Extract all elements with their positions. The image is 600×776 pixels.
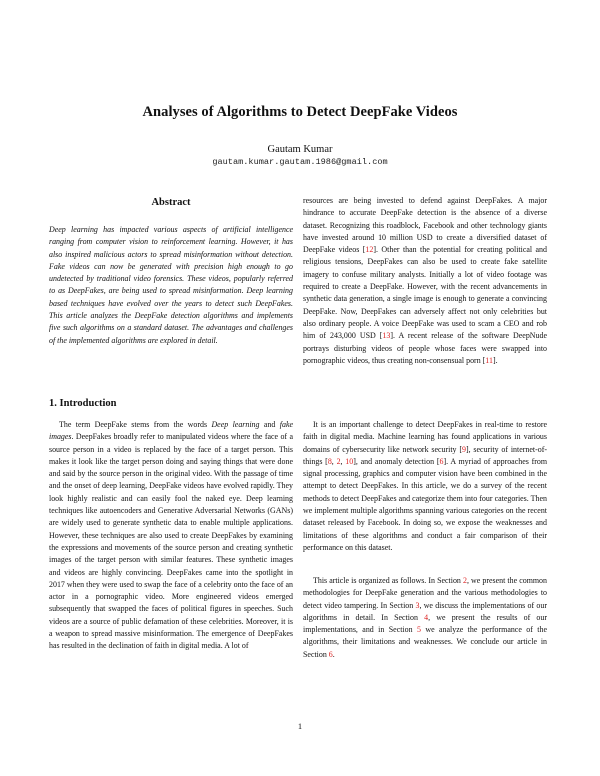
body-text: This article is organized as follows. In Section [313, 576, 463, 585]
section-link[interactable]: 5 [416, 625, 421, 635]
section-link[interactable]: 3 [415, 600, 420, 610]
body-text: ], and anomaly detection [ [353, 456, 440, 466]
introduction-paragraph [49, 419, 293, 653]
body-text: we analyze the performance of the algorithms, their limitations and weaknesses. We conclude our article in Section [303, 625, 547, 659]
section-link[interactable]: 4 [424, 612, 429, 622]
right-paragraph-1 [303, 195, 547, 367]
body-text: , we present the common methodologies for DeepFake generation and the various methodologies to detect video tampering. In Section [303, 576, 547, 610]
citation-link[interactable]: 2 [336, 456, 341, 466]
page-number: 1 [297, 721, 303, 731]
citation-link[interactable]: 8 [327, 456, 332, 466]
body-text: ]. Other than the potential for creating political and religious tensions, DeepFakes can also be used to create fake satellite imagery to confuse military analysts. Initially a lot of video footage was required to create a DeepFake. However, with the recent advancements in synthetic data generation, a single image is enough to generate a convincing DeepFake. Now, DeepFakes can adversely affect not only celebrities but also ordinary people. A voice DeepFake was used to scam a CEO and rob him of 243,000 USD [ [303, 245, 547, 341]
paper-title: Analyses of Algorithms to Detect DeepFake Videos [142, 104, 458, 120]
body-text: , we discuss the implementations of our algorithms in detail. In Section [303, 600, 547, 622]
abstract-heading: Abstract [151, 197, 191, 208]
citation-link[interactable]: 11 [485, 355, 493, 365]
right-paragraph-3 [303, 575, 547, 661]
right-paragraph-2 [303, 419, 547, 554]
intro-text: and [259, 420, 280, 429]
intro-text: The term DeepFake stems from the words [59, 420, 212, 429]
body-text: ]. [492, 355, 498, 365]
body-text: , we present the results of our implementations, and in Section [303, 612, 547, 635]
author-email: gautam.kumar.gautam.1986@gmail.com [212, 157, 388, 167]
citation-link[interactable]: 10 [345, 456, 354, 466]
section-link[interactable]: 2 [463, 576, 467, 585]
section-link[interactable]: 6 [328, 649, 333, 659]
citation-link[interactable]: 9 [462, 444, 466, 454]
body-text: It is an important challenge to detect DeepFakes in real-time to restore faith in digital media. Machine learning has found applications in various domains of cybersecurity like network security [ [303, 420, 547, 454]
citation-separator: , [331, 456, 337, 466]
abstract-text: Deep learning has impacted various aspects of artificial intelligence ranging from computer vision to reinforcement learning. However, it has also inspired malicious actors to spread misinformation without detection. Fake videos can now be generated with precision high enough to go undetected by traditional video forensics. These videos, popularly referred to as DeepFakes, are being used to spread misinformation. Deep learning based techniques have evolved over the years to detect such DeepFakes. This article analyzes the DeepFake detection algorithms and implements five such algorithms on a standard dataset. The advantages and challenges of the implemented algorithms are explored in detail. [49, 225, 293, 345]
citation-link[interactable]: 13 [382, 331, 391, 341]
author-name: Gautam Kumar [267, 144, 333, 155]
body-text: ], security of internet-of-things [ [303, 444, 547, 466]
body-text: . [332, 649, 335, 659]
section-heading-introduction: 1. Introduction [49, 398, 117, 409]
body-text: resources are being invested to defend against DeepFakes. A major hindrance to accurate DeepFake detection is the absence of a diverse dataset. Recognizing this roadblock, Facebook and other technology giants have invested around 10 million USD to create a diversified dataset of DeepFake videos [ [303, 196, 547, 255]
intro-text: . DeepFakes broadly refer to manipulated videos where the face of a source person in a video is replaced by the face of a target person. This makes it look like the target person doing and saying things that were done and said by the source person in the original video. With the passage of time and the onset of deep learning, DeepFake videos have evolved rapidly. They look highly realistic and can easily fool the naked eye. Deep learning techniques like autoencoders and Generative Adversarial Networks (GANs) are widely used to generate synthetic data to enable multiple applications. However, these techniques are also used to create DeepFakes by examining the expressions and movements of the source person and creating synthetic images of the target person with similar features. These synthetic images and videos are highly convincing. DeepFakes came into the spotlight in 2017 when they were used to swap the face of a celebrity onto the face of an actor in a pornographic video. More engineered videos emerged subsequently that swapped the faces of political figures in speeches. Such videos are a source of public defamation of these celebrities. Moreover, it is a weapon to spread massive misinformation. The emergence of DeepFakes has resulted in the declination of faith in digital media. A lot of [49, 432, 293, 651]
body-text: ]. A recent release of the software DeepNude portrays disturbing videos of people whose faces were swapped into pornographic videos, thus creating non-consensual porn [ [303, 331, 547, 365]
intro-emphasis: Deep learning [211, 420, 260, 429]
citation-link[interactable]: 12 [365, 245, 374, 255]
body-text: ]. A myriad of approaches from signal processing, graphics and computer vision have been combined in the attempt to detect DeepFakes. In this article, we do a survey of the recent methods to detect DeepFakes and categorize them into four categories. Then we implement multiple algorithms spanning various categories on the recent dataset released by Facebook. In doing so, we expose the weaknesses and limitations of these algorithms and conduct a fair comparison of their performance on this dataset. [303, 456, 548, 552]
intro-emphasis: fake images [49, 420, 293, 442]
citation-separator: , [340, 456, 346, 466]
citation-link[interactable]: 6 [439, 456, 444, 466]
